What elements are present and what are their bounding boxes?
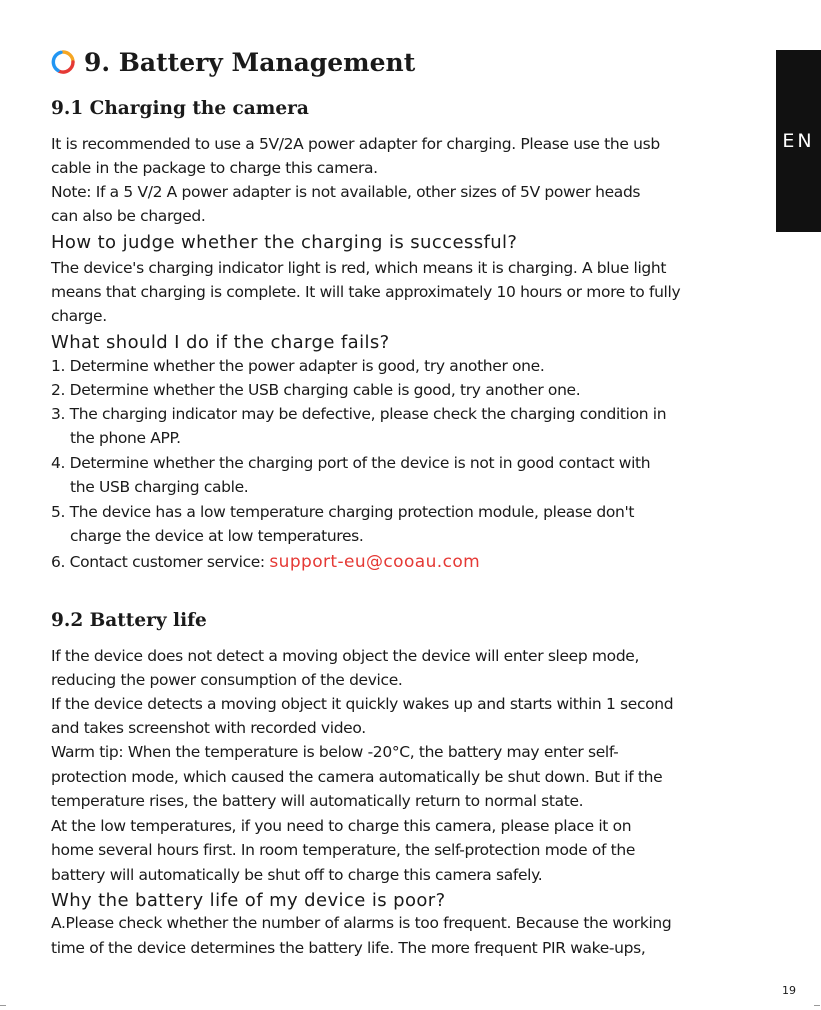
question-heading: Why the battery life of my device is poor? [51, 890, 446, 911]
page-number: 19 [782, 984, 796, 997]
paragraph-line: Warm tip: When the temperature is below -20°C, the battery may enter self- [51, 743, 619, 761]
list-item-continuation: charge the device at low temperatures. [70, 527, 364, 545]
paragraph-line: can also be charged. [51, 207, 206, 225]
paragraph-line: protection mode, which caused the camera automatically be shut down. But if the [51, 768, 663, 786]
paragraph-line: If the device detects a moving object it quickly wakes up and starts within 1 second [51, 695, 674, 713]
paragraph-line: home several hours first. In room temperature, the self-protection mode of the [51, 841, 636, 859]
list-item: 4. Determine whether the charging port of the device is not in good contact with [51, 454, 651, 472]
question-heading: What should I do if the charge fails? [51, 332, 390, 353]
crop-mark-left [0, 1005, 6, 1006]
paragraph-line: time of the device determines the battery life. The more frequent PIR wake-ups, [51, 939, 646, 957]
list-item-continuation: the USB charging cable. [70, 478, 249, 496]
paragraph-line: If the device does not detect a moving object the device will enter sleep mode, [51, 647, 640, 665]
list-item: 3. The charging indicator may be defective, please check the charging condition in [51, 405, 667, 423]
paragraph-line: Note: If a 5 V/2 A power adapter is not available, other sizes of 5V power heads [51, 183, 641, 201]
paragraph-line: At the low temperatures, if you need to charge this camera, please place it on [51, 817, 632, 835]
subsection-heading-charging: 9.1 Charging the camera [51, 98, 309, 119]
paragraph-line: cable in the package to charge this camera. [51, 159, 378, 177]
paragraph-line: reducing the power consumption of the device. [51, 671, 403, 689]
contact-label: 6. Contact customer service: [51, 553, 270, 571]
list-item-continuation: the phone APP. [70, 429, 181, 447]
section-title [50, 42, 415, 82]
list-item: 2. Determine whether the USB charging cable is good, try another one. [51, 381, 581, 399]
list-item: 5. The device has a low temperature charging protection module, please don't [51, 503, 635, 521]
section-ring-icon [50, 49, 76, 75]
paragraph-line: A.Please check whether the number of alarms is too frequent. Because the working [51, 914, 672, 932]
language-tab-label: EN [782, 130, 815, 152]
paragraph-line: charge. [51, 307, 107, 325]
paragraph-line: It is recommended to use a 5V/2A power adapter for charging. Please use the usb [51, 135, 660, 153]
question-heading: How to judge whether the charging is successful? [51, 232, 518, 253]
support-email-link[interactable]: support-eu@cooau.com [269, 552, 481, 572]
paragraph-line: The device's charging indicator light is red, which means it is charging. A blue light [51, 259, 667, 277]
crop-mark-right [814, 1005, 820, 1006]
list-item-contact [51, 552, 480, 572]
paragraph-line: means that charging is complete. It will take approximately 10 hours or more to fully [51, 283, 681, 301]
subsection-heading-battery-life: 9.2 Battery life [51, 610, 207, 631]
paragraph-line: temperature rises, the battery will automatically return to normal state. [51, 792, 584, 810]
list-item: 1. Determine whether the power adapter is good, try another one. [51, 357, 545, 375]
language-tab [776, 50, 821, 232]
paragraph-line: battery will automatically be shut off to charge this camera safely. [51, 866, 543, 884]
section-title-text: 9. Battery Management [84, 47, 416, 77]
paragraph-line: and takes screenshot with recorded video. [51, 719, 366, 737]
